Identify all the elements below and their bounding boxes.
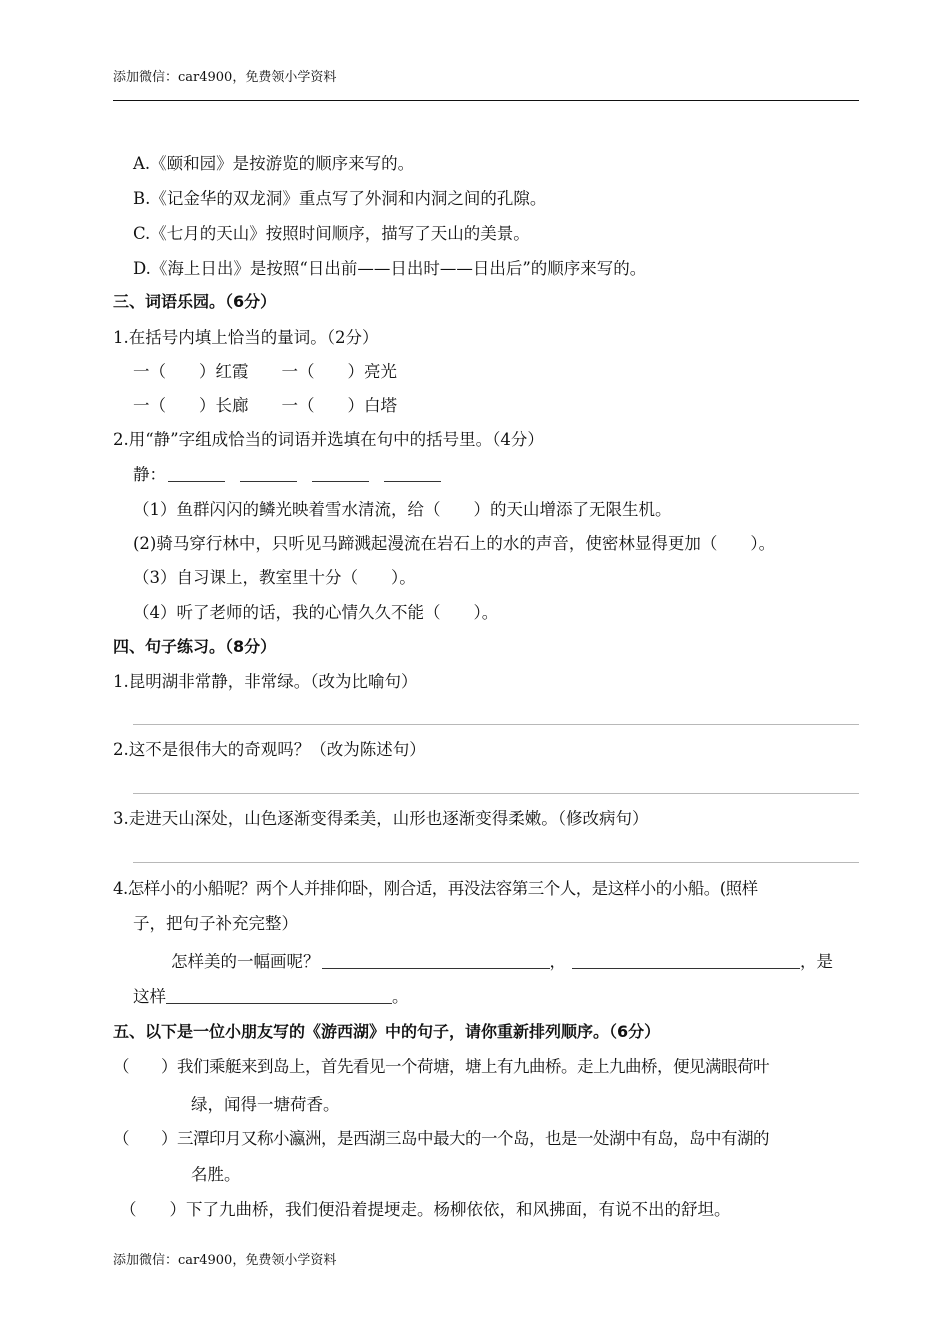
s4-question2: 2.这不是很伟大的奇观吗？（改为陈述句） xyxy=(113,740,426,759)
s3-q2-item1: （1）鱼群闪闪的鳞光映着雪水清流，给（ ）的天山增添了无限生机。 xyxy=(133,500,672,519)
s4-question3: 3.走进天山深处，山色逐渐变得柔美，山形也逐渐变得柔嫩。（修改病句） xyxy=(113,809,649,828)
s3-q2-item3: （3）自习课上，教室里十分（ ）。 xyxy=(133,568,416,587)
s3-q1-row2: 一（ ）长廊 一（ ）白塔 xyxy=(133,396,397,415)
option-d: D.《海上日出》是按照“日出前——日出时——日出后”的顺序来写的。 xyxy=(133,259,647,278)
s4-question1: 1.昆明湖非常静，非常绿。（改为比喻句） xyxy=(113,672,418,691)
answer-line-2[interactable] xyxy=(133,793,859,794)
s5-item2: （ ）三潭印月又称小瀛洲，是西湖三岛中最大的一个岛，也是一处湖中有岛，岛中有湖的 xyxy=(113,1129,769,1148)
s3-q2-item4: （4）听了老师的话，我的心情久久不能（ ）。 xyxy=(133,603,499,622)
s3-q2-prompt: 静： xyxy=(133,465,166,484)
fill-blank-3[interactable] xyxy=(166,987,392,1004)
s3-q2-blanks xyxy=(133,465,441,485)
s5-item1: （ ）我们乘艇来到岛上，首先看见一个荷塘，塘上有九曲桥。走上九曲桥，便见满眼荷叶 xyxy=(113,1057,769,1076)
s5-item2-cont: 名胜。 xyxy=(191,1165,241,1184)
s3-question1: 1.在括号内填上恰当的量词。（2分） xyxy=(113,328,379,347)
section4-title: 四、句子练习。（8分） xyxy=(113,637,277,656)
s4-q4-line2: 子，把句子补充完整） xyxy=(133,914,298,933)
answer-line-1[interactable] xyxy=(133,724,859,725)
blank-1[interactable] xyxy=(168,465,225,482)
comma: ， xyxy=(549,952,566,971)
s3-question2: 2.用“静”字组成恰当的词语并选填在句中的括号里。（4分） xyxy=(113,430,544,449)
s5-item1-cont: 绿，闻得一塘荷香。 xyxy=(191,1095,340,1114)
option-a: A.《颐和园》是按游览的顺序来写的。 xyxy=(133,154,415,173)
s3-q2-item2: (2)骑马穿行林中，只听见马蹄溅起漫流在岩石上的水的声音，使密林显得更加（ ）。 xyxy=(133,534,776,553)
section3-title: 三、词语乐园。（6分） xyxy=(113,292,277,311)
s4-q4-fill-line xyxy=(171,952,833,972)
answer-line-3[interactable] xyxy=(133,862,859,863)
s4-q4-fill-start: 怎样美的一幅画呢？ xyxy=(171,952,320,971)
s4-q4-line4-end: 。 xyxy=(392,987,409,1006)
s3-q1-row1: 一（ ）红霞 一（ ）亮光 xyxy=(133,362,397,381)
blank-2[interactable] xyxy=(240,465,297,482)
blank-4[interactable] xyxy=(384,465,441,482)
option-c: C.《七月的天山》按照时间顺序，描写了天山的美景。 xyxy=(133,224,530,243)
blank-3[interactable] xyxy=(312,465,369,482)
page-footer: 添加微信：car4900，免费领小学资料 xyxy=(113,1253,337,1268)
header-divider xyxy=(113,100,859,101)
s4-q4-line4-start: 这样 xyxy=(133,987,166,1006)
fill-blank-2[interactable] xyxy=(572,952,800,969)
section5-title: 五、以下是一位小朋友写的《游西湖》中的句子，请你重新排列顺序。（6分） xyxy=(113,1022,661,1041)
s4-question4: 4.怎样小的小船呢？两个人并排仰卧，刚合适，再没法容第三个人，是这样小的小船。(照样 xyxy=(113,879,758,898)
page-header: 添加微信：car4900，免费领小学资料 xyxy=(113,70,337,85)
s4-q4-line4 xyxy=(133,987,409,1007)
fill-blank-1[interactable] xyxy=(322,952,550,969)
option-b: B.《记金华的双龙洞》重点写了外洞和内洞之间的孔隙。 xyxy=(133,189,547,208)
s5-item3: （ ）下了九曲桥，我们便沿着提埂走。杨柳依依，和风拂面，有说不出的舒坦。 xyxy=(120,1200,731,1219)
s4-q4-fill-end: ，是 xyxy=(800,952,833,971)
